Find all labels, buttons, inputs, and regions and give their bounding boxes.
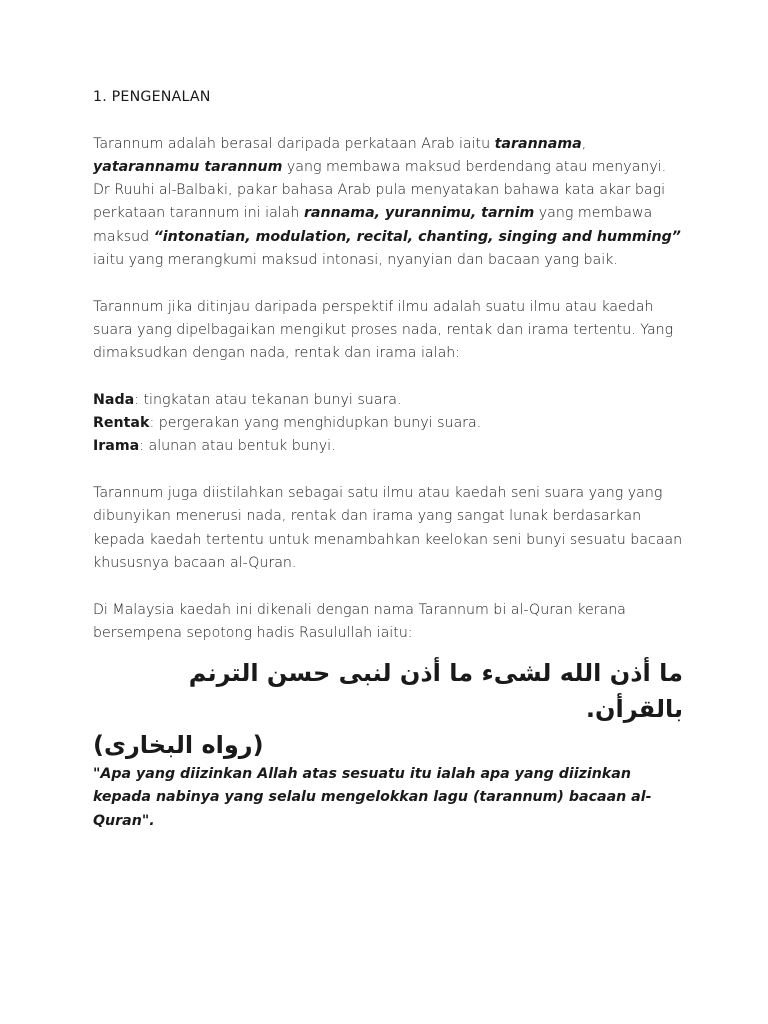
- term-item-irama: [93, 435, 683, 458]
- intro-text-4: yang membawa maksud: [93, 205, 653, 245]
- intro-paragraph: [93, 133, 683, 273]
- term-label: Nada: [93, 391, 135, 408]
- term-definitions: [93, 389, 683, 459]
- definition-paragraph: Tarannum juga diistilahkan sebagai satu ilmu atau kaedah seni suara yang yang dibunyikan menerusi nada, rentak dan irama yang sangat lunak berdasarkan kepada kaedah tertentu untuk menambahkan keelokan seni bunyi sesuatu bacaan khususnya bacaan al-Quran.: [93, 485, 683, 571]
- document-page: [93, 86, 683, 833]
- perspective-paragraph: Tarannum jika ditinjau daripada perspektif ilmu adalah suatu ilmu atau kaedah suara yang dipelbagaikan mengikut proses nada, rentak dan irama tertentu. Yang dimaksudkan dengan nada, rentak dan irama ialah:: [93, 298, 674, 362]
- term-label: Rentak: [93, 415, 150, 432]
- malaysia-paragraph: Di Malaysia kaedah ini dikenali dengan nama Tarannum bi al-Quran kerana bersempena sepotong hadis Rasulullah iaitu:: [93, 601, 626, 641]
- term-definition: : tingkatan atau tekanan bunyi suara.: [134, 391, 402, 408]
- intro-text-1: Tarannum adalah berasal daripada perkataan Arab iaitu: [93, 135, 495, 152]
- hadith-arabic-line: ما أذن الله لشىء ما أذن لنبى حسن الترنم بالقرأن.: [188, 659, 683, 724]
- intro-emphasis-3: rannama, yurannimu, tarnim: [303, 205, 535, 222]
- intro-emphasis-4: “intonatian, modulation, recital, chanting, singing and humming”: [153, 228, 681, 245]
- intro-text-3: yang membawa maksud berdendang atau menyanyi. Dr Ruuhi al-Balbaki, pakar bahasa Arab pula menyatakan bahawa kata akar bagi perkataan tarannum ini ialah: [93, 158, 667, 222]
- hadith-source: (رواه البخارى): [93, 731, 264, 760]
- hadith-arabic: [93, 655, 683, 763]
- term-label: Irama: [93, 438, 140, 455]
- intro-emphasis-2: yatarannamu tarannum: [93, 158, 283, 175]
- term-definition: : pergerakan yang menghidupkan bunyi suara.: [149, 415, 482, 432]
- intro-text-2: ,: [581, 135, 587, 152]
- term-definition: : alunan atau bentuk bunyi.: [139, 438, 336, 455]
- intro-emphasis-1: tarannama: [494, 135, 582, 152]
- term-item-nada: [93, 389, 683, 412]
- intro-text-5: iaitu yang merangkumi maksud intonasi, nyanyian dan bacaan yang baik.: [93, 252, 618, 269]
- term-item-rentak: [93, 412, 683, 435]
- section-heading: 1. PENGENALAN: [93, 89, 211, 105]
- hadith-translation: "Apa yang diizinkan Allah atas sesuatu itu ialah apa yang diizinkan kepada nabinya yang selalu mengelokkan lagu (tarannum) bacaan al-Quran".: [93, 766, 652, 829]
